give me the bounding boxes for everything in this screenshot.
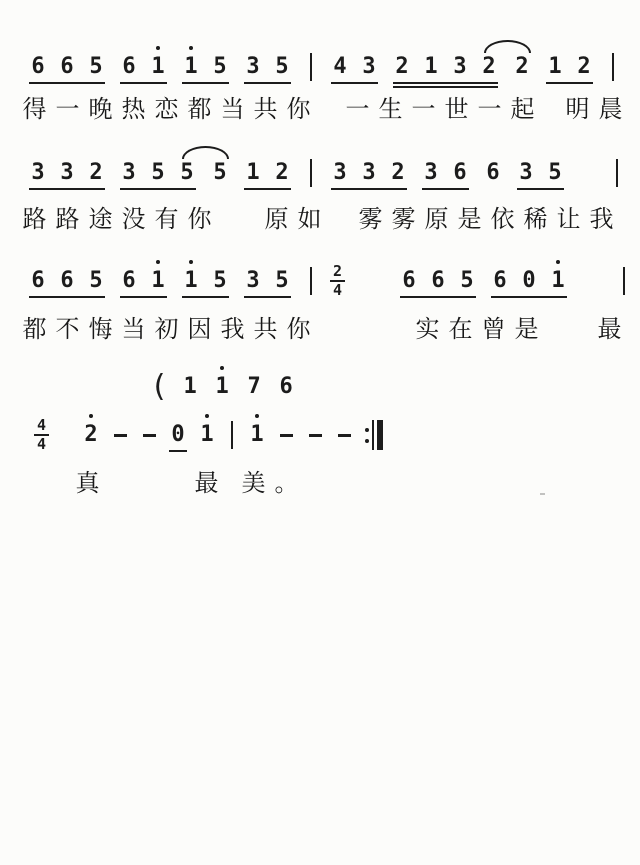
note: 3 [122,160,136,185]
dash-glyph [309,434,322,437]
note: 3 [362,54,376,79]
lyric-char: 路 [22,206,47,233]
note: 6 [122,268,136,293]
lyric-char: 是 [514,316,539,343]
lyric-char: 原 [264,206,289,233]
note: 5 [213,54,227,79]
dash-glyph [143,434,156,437]
repeat-dots [365,428,369,443]
lyric-char: 生 [378,96,403,123]
note: 6 [31,54,45,79]
repeat-thin-bar [372,420,374,450]
lyric-char: 。 [274,470,299,497]
note: 5 [460,268,474,293]
lyric-char: 世 [444,96,469,123]
beam-group [421,160,470,186]
scan-speck [540,493,545,495]
spacer [319,122,345,123]
note: 2 [515,54,529,79]
time-signature-numerator: 4 [34,418,49,436]
note: 1 [148,54,168,80]
note: 6 [431,268,445,293]
lyric-char: 因 [187,316,212,343]
barline [310,53,312,81]
spacer [330,232,358,233]
lyric-char: 晚 [88,96,113,123]
lyric-char: 让 [556,206,581,233]
note: 1 [548,268,568,294]
lyric-char: 最 [597,316,622,343]
barline [310,159,312,187]
note: 3 [519,160,533,185]
spacer [358,281,386,282]
time-signature-numerator: 2 [330,264,345,282]
spacer [220,232,264,233]
lyric-char: 稀 [523,206,548,233]
lyric-char: 途 [88,206,113,233]
note: 1 [424,54,438,79]
note: 1 [548,54,562,79]
lyric-char: 我 [220,316,245,343]
lyric-char: 雾 [391,206,416,233]
note: 1 [183,374,197,399]
spacer [58,435,72,436]
dash-note [276,422,296,448]
note: 2 [81,422,101,448]
note: 1 [148,268,168,294]
music-line-4 [34,416,383,453]
lyric-char: 当 [121,316,146,343]
slur-arc [182,146,229,159]
beam-group [545,54,594,80]
lyric-char: 你 [286,316,311,343]
beam-group [181,268,230,294]
note: 2 [391,160,405,185]
barline [623,267,625,295]
note: 3 [362,160,376,185]
beam-group [28,54,106,80]
note: 5 [213,268,227,293]
note: 5 [548,160,562,185]
lyric-char: 一 [55,96,80,123]
note: 2 [482,54,496,79]
lyric-char: 有 [154,206,179,233]
dash-note [334,422,354,448]
dash-glyph [114,434,127,437]
note: 5 [213,160,227,185]
note: 5 [180,160,194,185]
lyric-char: 不 [55,316,80,343]
lyric-char: 热 [121,96,146,123]
note: 4 [333,54,347,79]
music-line-1 [28,52,619,82]
note: 2 [395,54,409,79]
lyric-char: 真 [75,470,100,497]
lyrics-line-1 [22,96,631,123]
lyric-char: 明 [565,96,590,123]
note: 5 [89,54,103,79]
note: 2 [577,54,591,79]
note: 3 [246,268,260,293]
beam-group [119,54,168,80]
beam-group [330,160,408,186]
note: 1 [246,160,260,185]
lyrics-line-3 [22,316,630,343]
note: 7 [247,374,261,399]
lyric-char: 原 [424,206,449,233]
lyric-char: 一 [411,96,436,123]
note: 6 [60,268,74,293]
lyric-char: 都 [187,96,212,123]
note: 1 [197,422,217,448]
lyric-char: 起 [510,96,535,123]
beam-group [490,268,568,294]
lyric-char: 雾 [358,206,383,233]
lyric-char: 曾 [481,316,506,343]
barline [231,421,233,449]
note: 5 [89,268,103,293]
lyric-char: 你 [286,96,311,123]
dash-note [139,422,159,448]
note: 6 [493,268,507,293]
lyrics-line-4 [75,470,307,497]
note: 1 [181,268,201,294]
pickup-phrase [150,369,296,404]
note: 6 [402,268,416,293]
note: 3 [333,160,347,185]
lyric-char: 你 [187,206,212,233]
lyric-char: 路 [55,206,80,233]
dash-glyph [280,434,293,437]
dash-glyph [338,434,351,437]
lyric-char: 一 [477,96,502,123]
beam-group [243,268,292,294]
beam-group [243,160,292,186]
note: 5 [151,160,165,185]
spacer [581,281,605,282]
note: 1 [181,54,201,80]
end-repeat-sign [365,419,383,451]
beam-group [392,54,499,80]
lyric-char: 依 [490,206,515,233]
beam-group [399,268,477,294]
music-line-3 [28,262,630,299]
note: 2 [275,160,289,185]
parenthesis: ( [150,369,169,404]
lyric-char: 美 [241,470,266,497]
note: 3 [246,54,260,79]
barline [310,267,312,295]
rest-note: 0 [522,268,536,293]
lyric-char: 在 [448,316,473,343]
note: 6 [60,54,74,79]
time-signature [330,264,345,298]
time-signature-denominator: 4 [37,435,47,453]
barline [612,53,614,81]
note: 6 [486,160,500,185]
lyric-char: 晨 [598,96,623,123]
note: 3 [453,54,467,79]
lyric-char: 如 [297,206,322,233]
lyric-char: 我 [589,206,614,233]
note: 6 [31,268,45,293]
spacer [578,173,598,174]
beam-group [330,54,379,80]
lyric-char: 都 [22,316,47,343]
beam-group [28,268,106,294]
time-signature [34,418,49,452]
lyric-char: 实 [415,316,440,343]
note: 6 [279,374,293,399]
dash-note [110,422,130,448]
spacer [319,342,415,343]
dash-note [305,422,325,448]
lyric-char: 当 [220,96,245,123]
beam-group [516,160,565,186]
note: 6 [122,54,136,79]
note: 1 [212,374,232,400]
lyric-char: 一 [345,96,370,123]
music-line-2 [28,158,623,188]
beam-group [119,268,168,294]
repeat-thick-bar [377,420,383,450]
note: 3 [31,160,45,185]
rest-note: 0 [171,422,185,447]
barline [616,159,618,187]
beam-group [243,54,292,80]
note: 5 [275,268,289,293]
note: 2 [89,160,103,185]
lyric-char: 悔 [88,316,113,343]
beam-group [168,422,188,448]
note: 3 [60,160,74,185]
time-signature-denominator: 4 [333,281,343,299]
beam-group [119,160,197,186]
beam-group [181,54,230,80]
lyrics-line-2 [22,206,622,233]
lyric-char: 最 [194,470,219,497]
note: 3 [424,160,438,185]
spacer [108,496,194,497]
lyric-char: 恋 [154,96,179,123]
note: 1 [247,422,267,448]
lyric-char: 没 [121,206,146,233]
beam-group [28,160,106,186]
spacer [543,122,565,123]
spacer [227,496,241,497]
note: 5 [275,54,289,79]
slur-arc [484,40,531,53]
lyric-char: 共 [253,96,278,123]
lyric-char: 初 [154,316,179,343]
lyric-char: 得 [22,96,47,123]
spacer [547,342,597,343]
lyric-char: 是 [457,206,482,233]
lyric-char: 共 [253,316,278,343]
note: 6 [453,160,467,185]
